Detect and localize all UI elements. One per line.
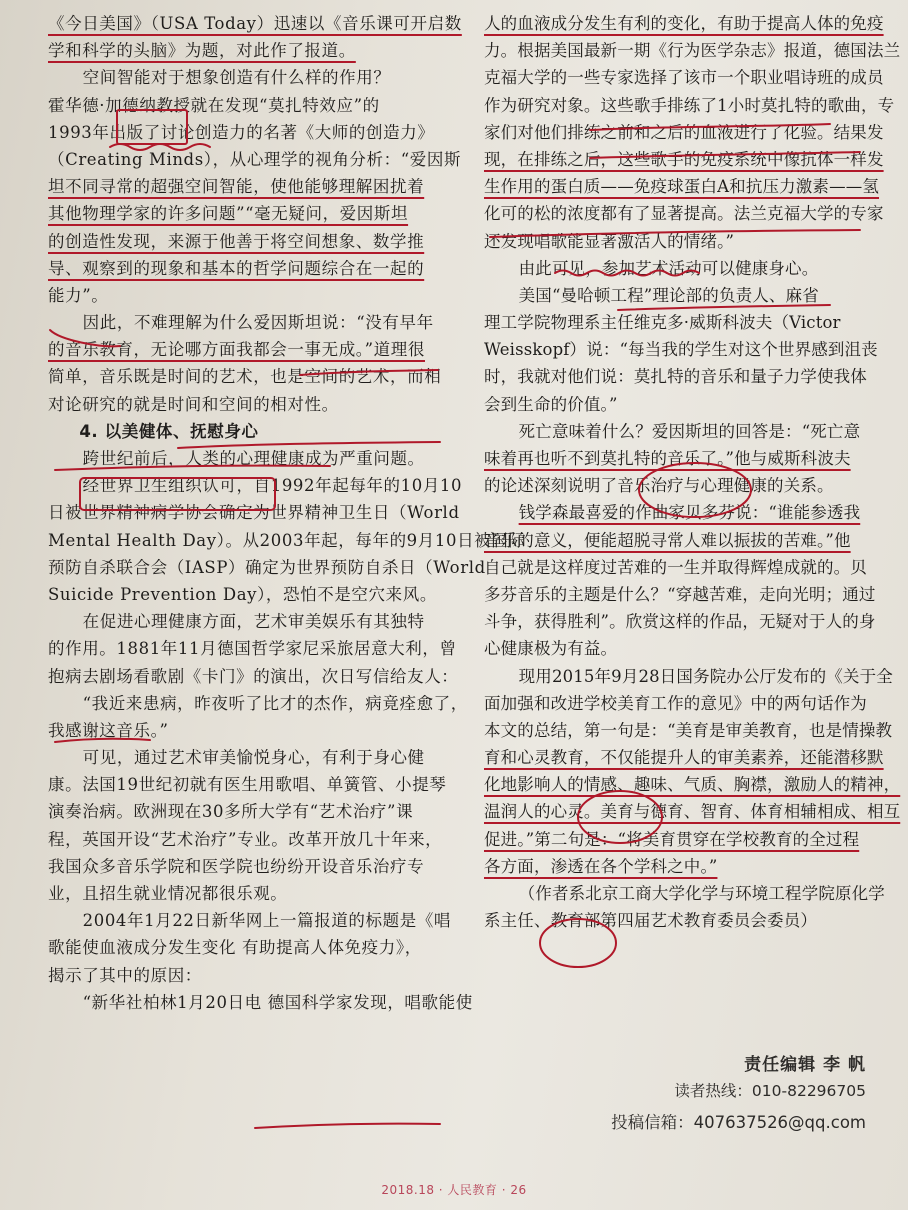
text-line: 育和心灵教育，不仅能提升人的审美素养，还能潜移默 [484,748,884,768]
text-line: 现用2015年9月28日国务院办公厅发布的《关于全 [518,666,893,686]
right-column [484,10,901,934]
text-line: 其他物理学家的许多问题”“毫无疑问，爱因斯坦 [48,204,409,224]
text-line: 温润人的心灵。美育与德育、智育、体育相辅相成、相互 [484,802,901,822]
text-line: 导、观察到的现象和基本的哲学问题综合在一起的 [48,258,425,278]
text-line: 作为研究对象。这些歌手排练了1小时莫扎特的歌曲，专 [484,95,895,115]
text-line: 因此，不难理解为什么爱因斯坦说：“没有早年 [82,313,434,333]
text-line: 由此可见，参加艺术活动可以健康身心。 [518,258,819,278]
text-line: 程，英国开设“艺术治疗”专业。改革开放几十年来， [48,829,443,849]
text-line: 日被世界精神病学协会确定为世界精神卫生日（World [48,503,460,523]
text-line: 跨世纪前后，人类的心理健康成为严重问题。 [82,449,425,468]
text-line: 味着再也听不到莫扎特的音乐了。”他与威斯科波夫 [484,449,851,468]
text-line: 现，在排练之后，这些歌手的免疫系统中像抗体一样发 [484,149,884,169]
left-column [48,10,526,1016]
text-line: 促进。”第二句是：“将美育贯穿在学校教育的全过程 [484,829,860,849]
author-note: （作者系北京工商大学化学与环境工程学院原化学 [518,884,885,903]
text-line: 空间智能对于想象创造有什么样的作用？ [82,68,391,88]
text-line: 预防自杀联合会（IASP）确定为世界预防自杀日（World [48,557,486,577]
text-line: 康。法国19世纪初就有医生用歌唱、单簧管、小提琴 [48,775,447,795]
text-line: 化地影响人的情感、趣味、气质、胸襟，激励人的精神， [484,775,901,795]
text-line: 演奏治病。欧洲现在30多所大学有“艺术治疗”课 [48,802,414,822]
text-line: 经世界卫生组织认可，自1992年起每年的10月10 [82,476,463,496]
responsible-editor: 责任编辑 李 帆 [744,1055,866,1075]
text-line: 音乐的意义，便能超脱寻常人难以振拔的苦难。”他 [484,530,851,550]
submission-email: 投稿信箱：407637526@qq.com [611,1113,866,1132]
text-line: 各方面，渗透在各个学科之中。” [484,856,718,876]
text-line: 美国“曼哈顿工程”理论部的负责人、麻省 [518,285,819,305]
text-line: 人的血液成分发生有利的变化，有助于提高人体的免疫 [484,14,884,33]
text-line: 心健康极为有益。 [484,639,618,659]
text-line: Weisskopf）说：“每当我的学生对这个世界感到沮丧 [484,340,878,360]
text-line: （Creating Minds），从心理学的视角分析：“爱因斯 [48,149,462,169]
text-line: 斗争，获得胜利”。欣赏这样的作品，无疑对于人的身 [484,612,876,632]
text-line: Mental Health Day）。从2003年起，每年的9月10日被国际 [48,530,526,550]
text-line: 简单，音乐既是时间的艺术，也是空间的艺术，而相 [48,367,442,387]
text-line: 的作用。1881年11月德国哲学家尼采旅居意大利，曾 [48,639,457,659]
text-line: 2004年1月22日新华网上一篇报道的标题是《唱 [82,911,452,931]
author-note: 系主任、教育部第四届艺术教育委员会委员） [484,911,817,931]
text-line: “我近来患病，昨夜听了比才的杰作，病竟痊愈了， [82,693,468,713]
text-line: 坦不同寻常的超强空间智能，使他能够理解困扰着 [48,177,425,197]
text-line: 歌能使血液成分发生变化 有助提高人体免疫力》， [48,938,422,958]
text-line: 家们对他们排练之前和之后的血液进行了化验。结果发 [484,122,884,142]
text-line: 自己就是这样度过苦难的一生并取得辉煌成就的。贝 [484,557,867,577]
text-line: 我国众多音乐学院和医学院也纷纷开设音乐治疗专 [48,856,425,876]
text-line: 生作用的蛋白质——免疫球蛋白A和抗压力激素——氢 [484,177,880,197]
text-line: 抱病去剧场看歌剧《卡门》的演出，次日写信给友人： [48,666,459,686]
text-line: 理工学院物理系主任维克多·威斯科波夫（Victor [484,313,841,333]
text-line: 死亡意味着什么？爱因斯坦的回答是：“死亡意 [518,421,861,441]
text-line: 还发现唱歌能显著激活人的情绪。” [484,231,735,251]
text-line: 的论述深刻说明了音乐治疗与心理健康的关系。 [484,476,834,496]
text-line: 业，且招生就业情况都很乐观。 [48,884,288,903]
page-footer: 2018.18 · 人民教育 · 26 [381,1183,527,1197]
text-line: 揭示了其中的原因： [48,965,202,985]
text-line: 1993年出版了讨论创造力的名著《大师的创造力》 [48,122,435,142]
text-line: 会到生命的价值。” [484,394,618,414]
text-line: 霍华德·加德纳教授就在发现“莫扎特效应”的 [48,95,380,115]
text-line: 的创造性发现，来源于他善于将空间想象、数学推 [48,231,425,251]
text-line: 在促进心理健康方面，艺术审美娱乐有其独特 [82,612,425,632]
text-line: 我感谢这音乐。” [48,720,169,740]
text-line: 能力”。 [48,285,109,305]
text-line: 钱学森最喜爱的作曲家贝多芬说：“谁能参透我 [518,503,861,523]
reader-hotline: 读者热线：010-82296705 [674,1082,866,1100]
text-line: 本文的总结，第一句是：“美育是审美教育，也是情操教 [484,720,893,740]
text-line: 时，我就对他们说：莫扎特的音乐和量子力学使我体 [484,367,867,387]
text-line: 可见，通过艺术审美愉悦身心，有利于身心健 [82,748,425,768]
text-line: 对论研究的就是时间和空间的相对性。 [48,394,339,414]
text-line: 的音乐教育，无论哪方面我都会一事无成。”道理很 [48,340,425,360]
text-line: 面加强和改进学校美育工作的意见》中的两句话作为 [484,693,867,713]
text-line: 《今日美国》（USA Today）迅速以《音乐课可开启数 [48,14,462,33]
text-line: “新华社柏林1月20日电 德国科学家发现，唱歌能使 [82,992,473,1012]
text-line: 力。根据美国最新一期《行为医学杂志》报道，德国法兰 [484,41,901,61]
underline-mark [255,1124,440,1128]
text-line: 学和科学的头脑》为题，对此作了报道。 [48,41,356,61]
text-line: 克福大学的一些专家选择了该市一个职业唱诗班的成员 [484,68,884,88]
section-heading: 4. 以美健体、抚慰身心 [79,421,259,441]
text-line: 化可的松的浓度都有了显著提高。法兰克福大学的专家 [484,204,884,224]
text-line: Suicide Prevention Day），恐怕不是空穴来风。 [48,584,437,604]
text-line: 多芬音乐的主题是什么？“穿越苦难，走向光明；通过 [484,584,876,604]
